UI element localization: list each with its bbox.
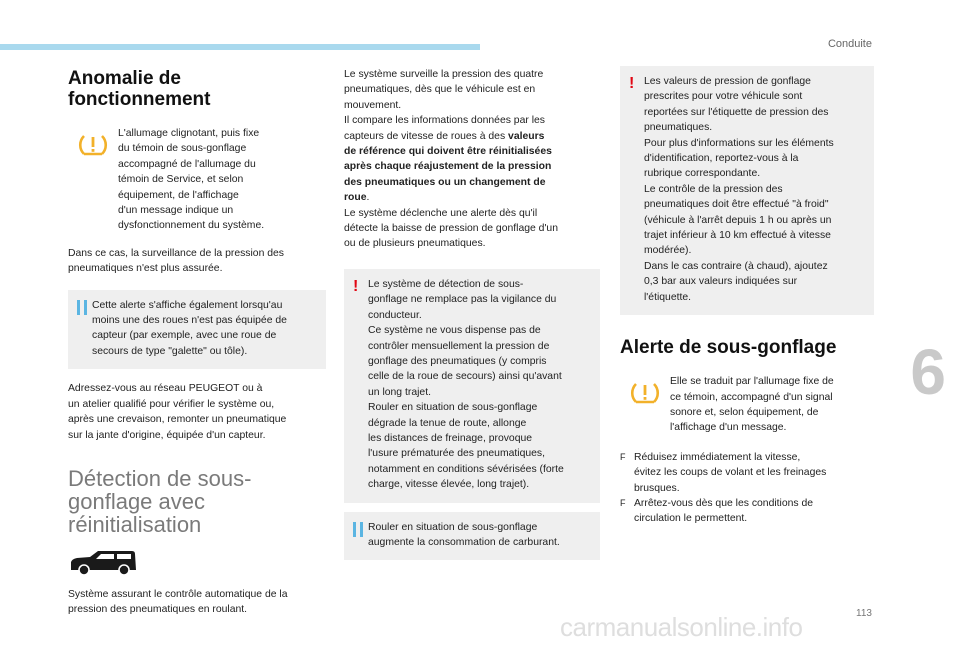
text-line: Adressez-vous au réseau PEUGEOT ou à bbox=[68, 383, 263, 395]
text-line: ce témoin, accompagné d'un signal bbox=[670, 391, 833, 403]
text-line: dégrade la tenue de route, allonge bbox=[368, 417, 527, 429]
text-line: Système assurant le contrôle automatique de la bbox=[68, 588, 288, 600]
text-line: évitez les coups de volant et les freinages bbox=[634, 467, 827, 479]
bold-text: des pneumatiques ou un changement de bbox=[344, 176, 546, 188]
text-line: augmente la consommation de carburant. bbox=[368, 536, 560, 548]
page-number: 113 bbox=[856, 608, 872, 619]
text-line: Le contrôle de la pression des bbox=[644, 183, 783, 195]
text-line: un atelier qualifié pour vérifier le système ou, bbox=[68, 398, 275, 410]
text-line: celle de la roue de secours) ainsi qu'avant bbox=[368, 371, 562, 383]
paragraph bbox=[68, 381, 326, 443]
bold-text: valeurs bbox=[508, 130, 545, 142]
warning-note bbox=[344, 269, 600, 503]
text-line: Elle se traduit par l'allumage fixe de bbox=[670, 376, 834, 388]
text-line: les distances de freinage, provoque bbox=[368, 432, 533, 444]
text-line: un long trajet. bbox=[368, 386, 431, 398]
bold-text: roue bbox=[344, 192, 367, 204]
text-line: sur la jante d'origine, équipée d'un capteur. bbox=[68, 429, 266, 441]
column-middle bbox=[344, 68, 600, 560]
bold-text: après chaque réajustement de la pression bbox=[344, 161, 552, 173]
info-note-text bbox=[92, 298, 318, 360]
paragraph bbox=[68, 587, 326, 618]
heading-line: Anomalie de bbox=[68, 68, 181, 89]
text-line: mouvement. bbox=[344, 99, 402, 111]
info-note bbox=[68, 290, 326, 370]
text-line: dysfonctionnement du système. bbox=[118, 220, 265, 232]
heading-line: Détection de sous- bbox=[68, 465, 252, 491]
text-line: Cette alerte s'affiche également lorsqu'au bbox=[92, 299, 283, 311]
column-left bbox=[68, 68, 326, 618]
text-line: après une crevaison, remonter un pneumatique bbox=[68, 414, 287, 426]
text-line: l'affichage d'un message. bbox=[670, 422, 787, 434]
text-line: charge, vitesse élevée, long trajet). bbox=[368, 479, 530, 491]
info-note-text bbox=[368, 520, 592, 551]
warning-exclamation-icon: ! bbox=[353, 277, 359, 295]
text-line: brusques. bbox=[634, 482, 680, 494]
heading-alerte: Alerte de sous-gonflage bbox=[620, 337, 837, 359]
text-line: équipement, de l'affichage bbox=[118, 189, 239, 201]
text-line: l'étiquette. bbox=[644, 291, 692, 303]
tpms-warning-text bbox=[118, 126, 326, 234]
paragraph bbox=[68, 246, 326, 277]
heading-anomalie bbox=[68, 68, 326, 110]
text-line: Rouler en situation de sous-gonflage bbox=[368, 521, 538, 533]
text-line: pression des pneumatiques en roulant. bbox=[68, 604, 248, 616]
text-line: Le système déclenche une alerte dès qu'il bbox=[344, 207, 538, 219]
text-line: du témoin de sous-gonflage bbox=[118, 143, 247, 155]
text-line: modérée). bbox=[644, 245, 692, 257]
text-line: gonflage ne remplace pas la vigilance du bbox=[368, 294, 557, 306]
text-line: accompagné de l'allumage du bbox=[118, 158, 256, 170]
text-line: circulation le permettent. bbox=[634, 513, 748, 525]
heading-line: réinitialisation bbox=[68, 511, 202, 537]
text-line: Rouler en situation de sous-gonflage bbox=[368, 402, 538, 414]
text-line: . bbox=[366, 192, 370, 204]
section-label: Conduite bbox=[827, 38, 872, 50]
text-line: capteurs de vitesse de roues à des bbox=[344, 130, 509, 142]
text-line: conducteur. bbox=[368, 309, 422, 321]
tpms-warning-row bbox=[68, 126, 326, 234]
text-line: pneumatiques n'est plus assurée. bbox=[68, 263, 223, 275]
text-line: sonore et, selon équipement, de bbox=[670, 406, 819, 418]
column-right bbox=[620, 68, 874, 527]
text-line: Les valeurs de pression de gonflage bbox=[644, 76, 811, 87]
text-line: Pour plus d'informations sur les éléments bbox=[644, 137, 834, 149]
heading-line: gonflage avec bbox=[68, 488, 205, 514]
text-line: (véhicule à l'arrêt depuis 1 h ou après un bbox=[644, 214, 832, 226]
warning-note-text bbox=[644, 74, 866, 305]
warning-note bbox=[620, 66, 874, 315]
tpms-alert-text bbox=[670, 374, 874, 436]
text-line: notamment en conditions sévérisées (forte bbox=[368, 463, 564, 475]
text-line: détecte la baisse de pression de gonflage d'un bbox=[344, 223, 558, 235]
text-line: 0,3 bar aux valeurs indiquées sur bbox=[644, 276, 798, 288]
text-line: moins une des roues n'est pas équipée de bbox=[92, 315, 287, 327]
vehicle-icon bbox=[68, 548, 326, 581]
heading-line: fonctionnement bbox=[68, 89, 211, 110]
list-item bbox=[620, 496, 874, 527]
text-line: trajet inférieur à 10 km effectué à vitesse bbox=[644, 230, 831, 242]
text-line: Arrêtez-vous dès que les conditions de bbox=[634, 497, 814, 509]
text-line: Le système surveille la pression des quatre bbox=[344, 69, 544, 80]
text-line: prescrites pour votre véhicule sont bbox=[644, 91, 803, 103]
text-line: contrôler mensuellement la pression de bbox=[368, 340, 550, 352]
text-line: gonflage des pneumatiques (y compris bbox=[368, 355, 547, 367]
text-line: Réduisez immédiatement la vitesse, bbox=[634, 451, 801, 463]
text-line: ou de plusieurs pneumatiques. bbox=[344, 238, 486, 250]
action-list bbox=[620, 450, 874, 527]
bullet-marker: F bbox=[620, 451, 626, 462]
text-line: L'allumage clignotant, puis fixe bbox=[118, 128, 260, 139]
tpms-warning-icon bbox=[620, 374, 670, 406]
text-line: pneumatiques doit être effectué "à froid" bbox=[644, 199, 829, 211]
bold-text: de référence qui doivent être réinitialisées bbox=[344, 146, 552, 158]
paragraph-system bbox=[344, 67, 600, 252]
text-line: reportées sur l'étiquette de pression des bbox=[644, 106, 829, 118]
text-line: d'un message indique un bbox=[118, 205, 234, 217]
text-line: d'identification, reportez-vous à la bbox=[644, 153, 799, 165]
text-line: l'usure prématurée des pneumatiques, bbox=[368, 448, 545, 460]
info-note bbox=[344, 512, 600, 561]
list-item bbox=[620, 450, 874, 496]
bullet-marker: F bbox=[620, 497, 626, 508]
chapter-number: 6 bbox=[910, 336, 946, 408]
heading-detection bbox=[68, 467, 326, 536]
info-icon bbox=[77, 300, 87, 315]
tpms-warning-icon bbox=[68, 126, 118, 158]
text-line: pneumatiques. bbox=[644, 122, 713, 134]
text-line: pneumatiques, dès que le véhicule est en bbox=[344, 84, 536, 96]
text-line: témoin de Service, et selon bbox=[118, 174, 244, 186]
text-line: Dans le cas contraire (à chaud), ajoutez bbox=[644, 260, 828, 272]
text-line: Dans ce cas, la surveillance de la pression des bbox=[68, 247, 285, 259]
tpms-alert-row bbox=[620, 374, 874, 436]
info-icon bbox=[353, 522, 363, 537]
warning-exclamation-icon: ! bbox=[629, 75, 635, 92]
header-accent-bar bbox=[0, 44, 480, 50]
text-line: Il compare les informations données par les bbox=[344, 115, 545, 127]
text-line: rubrique correspondante. bbox=[644, 168, 761, 180]
watermark: carmanualsonline.info bbox=[560, 612, 803, 642]
text-line: Le système de détection de sous- bbox=[368, 278, 524, 290]
text-line: secours de type "galette" ou tôle). bbox=[92, 345, 248, 357]
text-line: capteur (par exemple, avec une roue de bbox=[92, 330, 277, 342]
warning-note-text bbox=[368, 277, 592, 493]
text-line: Ce système ne vous dispense pas de bbox=[368, 325, 541, 337]
